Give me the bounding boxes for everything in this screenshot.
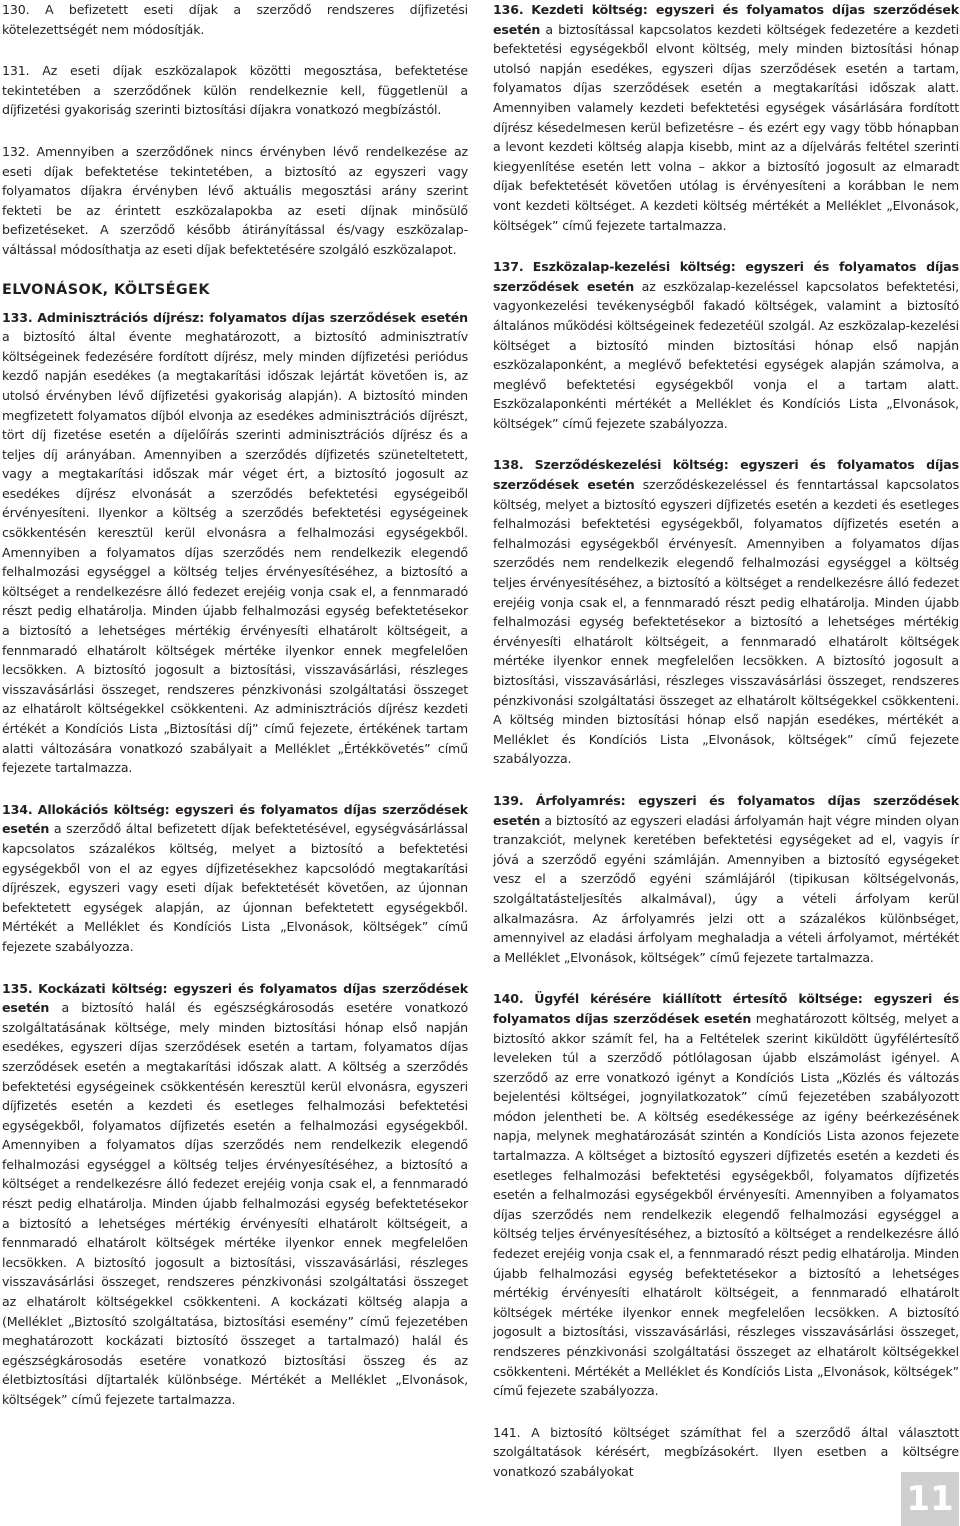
paragraph-number: 135. xyxy=(2,980,33,996)
paragraph-number: 130. xyxy=(2,2,30,17)
paragraph-number: 131. xyxy=(2,63,30,79)
paragraph-141 xyxy=(493,1423,959,1482)
paragraph-text: az eszközalap-kezeléssel kapcsolatos befektetési, vagyonkezelési tevékenységből fakadó költségek, valamint a biztosító általános működési költségeinek fedezetéül szolgál. Az eszközalap-kezelési költséget a biztosító minden biztosítási hónap első napján eszközalaponként, a meglévő befektetési egységek alapján számolva, a meglévő befektetési egységekből vonja el a tartam alatt. Eszközalaponkénti mértékét a Melléklet és Kondíciós Lista „Elvonások, költségek” című fejezete szabályozza. xyxy=(493,278,960,431)
paragraph-text: a biztosító által évente meghatározott, a biztosító adminisztratív költségeinek fedezésére fordított díjrész, mely minden díjfizetési periódus kezdő napján esedékes (a megtakarítási időszak lejártát követően is, az utolsó érvényben lévő díjfizetési gyakoriság alapján). A biztosító minden megfizetett folyamatos díjból elvonja az esedékes adminisztrációs díjrészt, tört díj fizetése esetén a díjelőírás szerinti adminisztrációs díjrész és a teljes díj arányában. Amennyiben a szerződés díjfizetés szüneteltetett, vagy a megtakarítási időszak már véget ért, a biztosító jogosult az esedékes díjrész elvonását a szerződés befektetési egységeiből érvényesíteni. Ilyenkor a költség a szerződés befektetési egységeinek csökkentésén keresztül kerül elvonásra a felhalmozási egységekből. Amennyiben a folyamatos díjas szerződés nem rendelkezik elegendő felhalmozási egységgel a költség teljes érvényesítéséhez, a biztosító a költséget a rendelkezésre álló fedezet erejéig vonja csak el, a fennmaradó részt pedig elhatárolja. Minden újabb felhalmozási egység befektetésekor a biztosító a lehetséges mértékig érvényesíti elhatárolt költségeit, a fennmaradó elhatárolt költségek mértéke ilyenkor ennek megfelelően lecsökken. A biztosító jogosult a biztosítási, visszavásárlási, részleges visszavásárlási összeget, rendszeres pénzkivonási szolgáltatási összeget az elhatárolt költségekkel csökkenteni. Az adminisztrációs díjrész kezdeti értékét a Kondíciós Lista „Biztosítási díj” című fejezete, értékének tartam alatti változására vonatkozó szabályait a Melléklet „Értékkövetés” című fejezete tartalmazza. xyxy=(2,329,468,776)
page-number-badge: 11 xyxy=(901,1472,959,1526)
paragraph-lead: Árfolyamrés: egyszeri és folyamatos díjas szerződések esetén xyxy=(493,792,959,828)
paragraph-lead: Kockázati költség: egyszeri és folyamatos díjas szerződések esetén xyxy=(2,980,468,1016)
paragraph-text: a biztosító halál és egészségkárosodás esetére vonatkozó szolgáltatásának költsége, mely minden biztosítási hónap első napján esedékes, egyszeri díjas szerződések esetén a tartam, folyamatos díjas szerződések esetén a megtakarítási időszak alatt. A költség a szerződés befektetési egységeinek csökkentésén keresztül kerül elvonásra, egyszeri díjfizetés esetén a kezdeti és esetleges felhalmozási befektetési egységekből, folyamatos díjfizetés esetén a felhalmozási egységekből. Amennyiben a folyamatos díjas szerződés nem rendelkezik elegendő felhalmozási egységgel a költség teljes érvényesítéséhez, a biztosító a költséget a rendelkezésre álló fedezet erejéig vonja csak el, a fennmaradó részt pedig elhatárolja. Minden újabb felhalmozási egység befektetésekor a biztosító a lehetséges mértékig érvényesíti elhatárolt költségeit, a fennmaradó elhatárolt költségek mértéke ilyenkor ennek megfelelően lecsökken. A biztosító jogosult a biztosítási, visszavásárlási, részleges visszavásárlási összeget, rendszeres pénzkivonási szolgáltatási összeget az elhatárolt költségekkel csökkenteni. A kockázati költség alapja a (Melléklet „Biztosító szolgáltatása, biztosítási esemény” című fejezetében meghatározott kockázati biztosító összeget a tartalmazó) halál és egészségkárosodás esetére vonatkozó biztosítási összeg és az életbiztosítási díjtartalék különbsége. Mértékét a Melléklet „Elvonások, költségek” című fejezete tartalmazza. xyxy=(2,1000,469,1407)
paragraph-133 xyxy=(2,308,468,778)
paragraph-lead: Ügyfél kérésére kiállított értesítő költsége: egyszeri és folyamatos díjas szerződések esetén xyxy=(493,991,960,1026)
paragraph-132 xyxy=(2,142,468,260)
paragraph-text: szerződéskezeléssel és fenntartással kapcsolatos költség, melyet a biztosító egyszeri díjfizetés esetén a kezdeti és esetleges felhalmozási befektetési egységekből, folyamatos díjfizetés esetén a felhalmozási egységekből érvényesít. Amennyiben a folyamatos díjas szerződés nem rendelkezik elegendő felhalmozási egységgel a költség teljes érvényesítéséhez, a biztosító a költséget a rendelkezésre álló fedezet erejéig vonja csak el, a fennmaradó részt pedig elhatárolja. Minden újabb felhalmozási egység befektetésekor a biztosító a lehetséges mértékig érvényesíti elhatárolt költségeit, a fennmaradó elhatárolt költségek mértéke ilyenkor ennek megfelelően lecsökken. A biztosító jogosult a biztosítási, visszavásárlási, részleges visszavásárlási összeget, rendszeres pénzkivonási szolgáltatási összeget az elhatárolt költségekkel csökkenteni. A költség minden biztosítási hónap első napján esedékes, mértékét a Melléklet és Kondíciós Lista „Elvonások, költségek” című fejezete szabályozza. xyxy=(493,477,959,767)
paragraph-number: 132. xyxy=(2,143,30,159)
paragraph-text: Az eseti díjak eszközalapok közötti megosztása, befektetése tekintetében a szerződőnek külön rendelkeznie kell, függetlenül a díjfizetési gyakoriság szerinti biztosítási díjakra vonatkozó megbízástól. xyxy=(2,63,469,118)
left-column xyxy=(2,0,468,1432)
section-heading: ELVONÁSOK, KÖLTSÉGEK xyxy=(2,281,210,298)
paragraph-number: 136. xyxy=(493,2,524,17)
paragraph-text: a biztosító az egyszeri eladási árfolyamán hajt végre minden olyan tranzakciót, melynek keretében befektetési egységeket ad el, vagyis ír jóvá a szerződő egyéni számláján. Amennyiben a biztosító egységeket vesz el a szerződő egyéni számlájáról (tipikusan költségelvonás, szolgáltatásteljesítés alkalmával), úgy a vételi árfolyam kerül alkalmazásra. Az árfolyamrés jelzi ott a százalékos különbséget, amennyivel az eladási árfolyam meghaladja a vételi árfolyamot, mértékét a Melléklet „Elvonások, költségek” című fejezete tartalmazza. xyxy=(493,812,959,965)
paragraph-number: 141. xyxy=(493,1424,521,1440)
paragraph-139 xyxy=(493,791,959,967)
paragraph-number: 139. xyxy=(493,792,524,808)
paragraph-text: a biztosítással kapcsolatos kezdeti költségek fedezetére a kezdeti befektetési egységekből elvont költség, mely minden biztosítási hónap utolsó napján esedékes, egyszeri díjas szerződések esetén a tartam, folyamatos díjas szerződések esetén a megtakarítási időszak alatt. Amennyiben valamely kezdeti befektetési egységek vásárlására fordított díjrész késedelmesen kerül befizetésre – és ezért egy vagy több hónapban a levont kezdeti költség alapja kisebb, mint az a díjelvárás feltétel szerinti kiegyenlítése esetén lett volna – akkor a biztosító jogosult az elmaradt díjak befektetését követően utólag is érvényesíteni a korábban le nem vont kezdeti költséget. A kezdeti költség mértékét a Melléklet „Elvonások, költségek” című fejezete tartalmazza. xyxy=(493,21,960,233)
paragraph-text: meghatározott költség, melyet a biztosító akkor számít fel, ha a Feltételek szerint kiküldött ügyfélértesítő leveleken túl a szerződő pótlólagosan újabb elszámolást igényel. A szerződő az erre vonatkozó igényt a Kondíciós Lista „Közlés és változás bejelentési költségei, jognyilatkozatok” című fejezetében szabályozott módon jelentheti be. A költség esedékessége az igény beérkezésének napja, melynek meghatározását szintén a Kondíciós Lista azonos fejezete tartalmazza. A költséget a biztosító egyszeri díjfizetés esetén a kezdeti és esetleges felhalmozási befektetési egységekből, folyamatos díjfizetés esetén a felhalmozási egységekből érvényesíti. Amennyiben a folyamatos díjas szerződés nem rendelkezik elegendő felhalmozási egységgel a költség teljes érvényesítéséhez, a biztosító a költséget a rendelkezésre álló fedezet erejéig vonja csak el, a fennmaradó részt pedig elhatárolja. Minden újabb felhalmozási egység befektetésekor a biztosító a lehetséges mértékig érvényesíti elhatárolt költségeit, a fennmaradó elhatárolt költségek mértéke ilyenkor ennek megfelelően lecsökken. A biztosító jogosult a biztosítási, visszavásárlási, részleges visszavásárlási összeget, rendszeres pénzkivonási szolgáltatási összeget az elhatárolt költségekkel csökkenteni. Mértékét a Melléklet és Kondíciós Lista „Elvonások, költségek” című fejezete szabályozza. xyxy=(493,1010,959,1399)
paragraph-lead: Adminisztrációs díjrész: folyamatos díjas szerződések esetén xyxy=(37,309,468,325)
paragraph-text: Amennyiben a szerződőnek nincs érvényben lévő rendelkezése az eseti díjak befektetése tekintetében, a biztosító az egyszeri vagy folyamatos díjakra érvényben lévő aktuális megosztási arány szerint fekteti be az érintett eszközalapokba az eseti díjnak minősülő befizetéseket. A szerződő később átirányítással és/vagy eszközalap-váltással módosíthatja az eseti díjak befektetésére szolgáló eszközalapot. xyxy=(2,143,468,257)
paragraph-text: A biztosító költséget számíthat fel a szerződő által választott szolgáltatások kérésért, megbízásokért. Ilyen esetben a költségre vonatkozó szabályokat xyxy=(493,1424,959,1479)
paragraph-number: 138. xyxy=(493,457,524,473)
paragraph-138 xyxy=(493,455,959,769)
paragraph-134 xyxy=(2,800,468,957)
paragraph-number: 134. xyxy=(2,801,33,817)
paragraph-131 xyxy=(2,61,468,120)
paragraph-136 xyxy=(493,0,959,235)
paragraph-number: 133. xyxy=(2,309,33,325)
paragraph-lead: Kezdeti költség: egyszeri és folyamatos díjas szerződések esetén xyxy=(493,2,959,37)
paragraph-number: 140. xyxy=(493,991,524,1007)
paragraph-140 xyxy=(493,989,959,1400)
paragraph-lead: Eszközalap-kezelési költség: egyszeri és folyamatos díjas szerződések esetén xyxy=(493,259,959,294)
right-column xyxy=(493,0,959,1504)
paragraph-text: a szerződő által befizetett díjak befektetésével, egységvásárlással kapcsolatos százalékos költség, melyet a biztosító a befektetési egységekből von el az egyes díjfizetésekhez kapcsolódó megtakarítási díjrészek, egyszeri vagy eseti díjak befektetését követően, az újonnan befektetett egységek alapján, az újonnan befektetett egységekből. Mértékét a Melléklet és Kondíciós Lista „Elvonások, költségek” című fejezete szabályozza. xyxy=(2,821,468,954)
paragraph-135 xyxy=(2,979,468,1410)
paragraph-lead: Szerződéskezelési költség: egyszeri és folyamatos díjas szerződések esetén xyxy=(493,457,959,493)
paragraph-137 xyxy=(493,257,959,433)
paragraph-lead: Allokációs költség: egyszeri és folyamatos díjas szerződések esetén xyxy=(2,801,469,837)
paragraph-130 xyxy=(2,0,468,39)
paragraph-number: 137. xyxy=(493,259,524,275)
paragraph-text: A befizetett eseti díjak a szerződő rendszeres díjfizetési kötelezettségét nem módosítják. xyxy=(2,2,468,37)
